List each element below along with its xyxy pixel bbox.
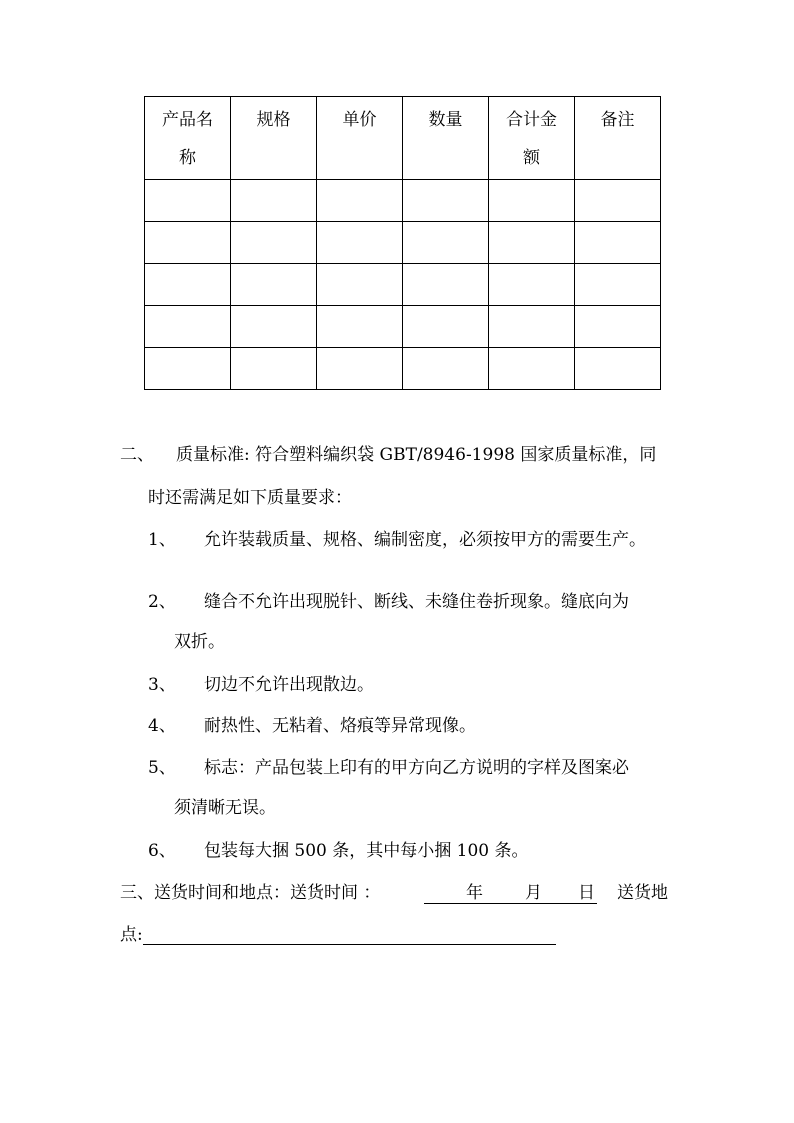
- table-cell[interactable]: [489, 348, 575, 390]
- table-row: [145, 180, 661, 222]
- table-cell[interactable]: [317, 306, 403, 348]
- table-cell[interactable]: [403, 180, 489, 222]
- table-cell[interactable]: [489, 180, 575, 222]
- table-cell[interactable]: [317, 264, 403, 306]
- table-row: [145, 264, 661, 306]
- table-cell[interactable]: [145, 180, 231, 222]
- table-cell[interactable]: [231, 348, 317, 390]
- item-number: 1、: [148, 530, 176, 550]
- table-cell[interactable]: [317, 180, 403, 222]
- item-text-continued: 须清晰无误。: [174, 798, 276, 818]
- table-cell[interactable]: [575, 180, 661, 222]
- table-row: [145, 222, 661, 264]
- table-cell[interactable]: [145, 348, 231, 390]
- table-cell[interactable]: [231, 264, 317, 306]
- delivery-date-field[interactable]: [424, 881, 597, 904]
- item-text: 标志：产品包装上印有的甲方向乙方说明的字样及图案必: [204, 758, 629, 778]
- place-label: 送货地: [617, 883, 668, 903]
- item-text: 缝合不允许出现脱针、断线、未缝住卷折现象。缝底向为: [204, 592, 629, 612]
- section2-line2: 时还需满足如下质量要求：: [148, 488, 352, 508]
- item-number: 3、: [148, 675, 176, 695]
- table-row: [145, 306, 661, 348]
- item-text: 切边不允许出现散边。: [204, 675, 374, 695]
- table-cell[interactable]: [403, 306, 489, 348]
- table-cell[interactable]: [317, 348, 403, 390]
- header-spec: 规格: [231, 97, 317, 180]
- item-text: 耐热性、无粘着、烙痕等异常现像。: [204, 716, 476, 736]
- month-label: 月: [525, 883, 542, 903]
- table-cell[interactable]: [575, 306, 661, 348]
- table-cell[interactable]: [403, 222, 489, 264]
- day-label: 日: [578, 883, 595, 903]
- table-cell[interactable]: [403, 348, 489, 390]
- header-total-amount: 合计金额: [489, 97, 575, 180]
- table-cell[interactable]: [489, 264, 575, 306]
- header-remarks: 备注: [575, 97, 661, 180]
- item-number: 4、: [148, 716, 176, 736]
- table-header-row: [145, 97, 661, 180]
- delivery-place-field[interactable]: [143, 922, 556, 945]
- table-cell[interactable]: [403, 264, 489, 306]
- item-number: 2、: [148, 592, 176, 612]
- table-cell[interactable]: [489, 306, 575, 348]
- table-cell[interactable]: [489, 222, 575, 264]
- item-number: 5、: [148, 758, 176, 778]
- section2-line1: 质量标准: 符合塑料编织袋 GBT/8946-1998 国家质量标准，同: [176, 445, 657, 465]
- table-row: [145, 348, 661, 390]
- table-cell[interactable]: [575, 348, 661, 390]
- year-label: 年: [466, 883, 483, 903]
- section2-number: 二、: [120, 445, 154, 465]
- table-cell[interactable]: [145, 222, 231, 264]
- table-cell[interactable]: [145, 264, 231, 306]
- header-quantity: 数量: [403, 97, 489, 180]
- table-cell[interactable]: [231, 222, 317, 264]
- item-text-continued: 双折。: [174, 632, 225, 652]
- table-cell[interactable]: [231, 306, 317, 348]
- item-text: 包装每大捆 500 条，其中每小捆 100 条。: [204, 841, 529, 861]
- section3-label: 三、送货时间和地点：送货时间 ：: [120, 883, 381, 903]
- product-table: [144, 96, 661, 390]
- place-label-continued: 点:: [120, 925, 143, 945]
- table-cell[interactable]: [575, 264, 661, 306]
- item-text: 允许装载质量、规格、编制密度，必须按甲方的需要生产。: [204, 530, 646, 550]
- table-cell[interactable]: [317, 222, 403, 264]
- header-product-name: 产品名称: [145, 97, 231, 180]
- table-cell[interactable]: [231, 180, 317, 222]
- header-unit-price: 单价: [317, 97, 403, 180]
- table-cell[interactable]: [575, 222, 661, 264]
- item-number: 6、: [148, 841, 176, 861]
- table-cell[interactable]: [145, 306, 231, 348]
